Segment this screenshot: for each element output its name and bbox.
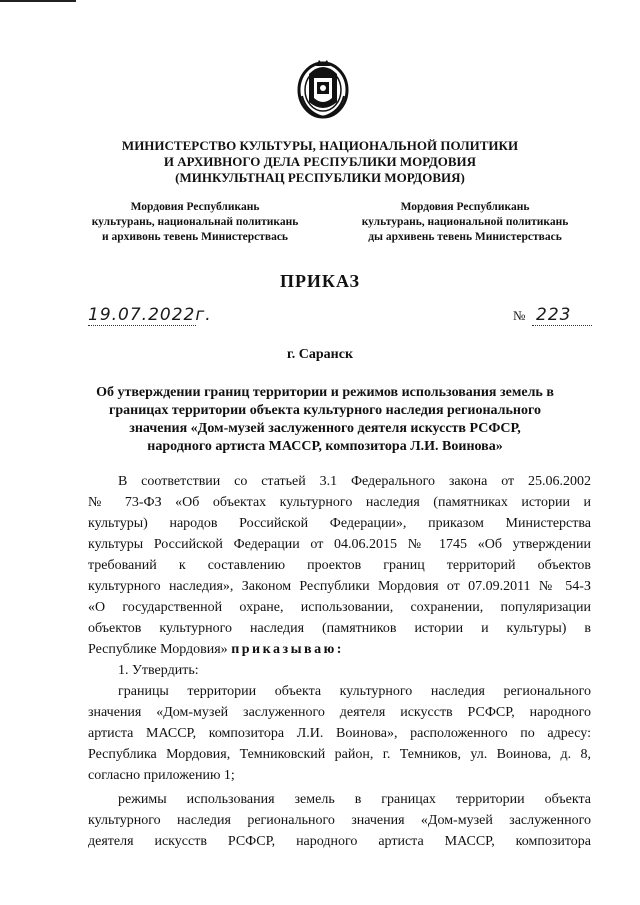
- list-item: 1. Утвердить:: [118, 663, 199, 678]
- ministry-name: [0, 138, 640, 186]
- text-line: деятеля искусств РСФСР, народного артиста МАССР, композитора: [88, 834, 591, 849]
- ministry-line: (МИНКУЛЬТНАЦ РЕСПУБЛИКИ МОРДОВИЯ): [175, 170, 465, 185]
- subject-line: Об утверждении границ территории и режимов использования земель в: [96, 385, 554, 400]
- ministry-line: И АРХИВНОГО ДЕЛА РЕСПУБЛИКИ МОРДОВИЯ: [163, 154, 477, 169]
- ministry-line: МИНИСТЕРСТВО КУЛЬТУРЫ, НАЦИОНАЛЬНОЙ ПОЛИТИКИ: [121, 138, 519, 153]
- subject-line: границах территории объекта культурного наследия регионального: [109, 403, 541, 418]
- text-line: [88, 639, 591, 660]
- text-line: «О государственной охране, использовании, сохранении, популяризации: [88, 600, 591, 615]
- text-line: культурного наследия», Законом Республики Мордовия от 07.09.2011 № 54-З: [88, 579, 591, 594]
- moksha-line: культурань, национальнай политикань: [91, 216, 299, 228]
- erzya-line: ды архивень тевень Министерствась: [368, 231, 562, 243]
- text-line: режимы использования земель в границах территории объекта: [118, 792, 591, 807]
- order-date: [88, 305, 212, 326]
- city: г. Саранск: [286, 347, 354, 362]
- order-subject: [60, 384, 590, 456]
- erzya-line: Мордовия Республикань: [400, 201, 530, 213]
- text-line: культуры Российской Федерации от 04.06.2015 № 1745 «Об утверждении: [88, 537, 591, 552]
- order-number-value: 223: [536, 305, 572, 325]
- erzya-line: культурань, национальной политикань: [361, 216, 569, 228]
- moksha-line: и архивонь тевень Министерствась: [101, 231, 289, 243]
- moksha-ministry-name: [70, 200, 320, 245]
- moksha-line: Мордовия Республикань: [130, 201, 260, 213]
- text-line: культурного наследия регионального значения «Дом-музей заслуженного: [88, 813, 591, 828]
- text-line: требований к составлению проектов границ территорий объектов: [88, 558, 591, 573]
- text-line-part: Республике Мордовия»: [88, 642, 228, 657]
- text-line: артиста МАССР, композитора Л.И. Воинова», расположенного по адресу:: [88, 726, 591, 741]
- text-line: Республика Мордовия, Темниковский район, г. Темников, ул. Воинова, д. 8,: [88, 747, 591, 762]
- paragraph-regimes: [88, 789, 591, 852]
- text-line: границы территории объекта культурного наследия регионального: [118, 684, 591, 699]
- subject-line: значения «Дом-музей заслуженного деятеля искусств РСФСР,: [129, 421, 521, 436]
- top-edge-line: [0, 0, 76, 2]
- subject-line: народного артиста МАССР, композитора Л.И. Воинова»: [147, 439, 503, 454]
- order-date-value: 19.07.2022г.: [88, 305, 212, 325]
- text-line: № 73-ФЗ «Об объектах культурного наследия (памятниках истории и: [88, 495, 591, 510]
- paragraph-preamble: [88, 471, 591, 681]
- text-line: культуры) народов Российской Федерации», приказом Министерства: [88, 516, 591, 531]
- text-line: значения «Дом-музей заслуженного деятеля искусств РСФСР, народного: [88, 705, 591, 720]
- paragraph-boundaries: [88, 681, 591, 786]
- order-number: [532, 305, 592, 326]
- order-number-label: №: [513, 308, 526, 323]
- command-word: приказываю:: [231, 642, 344, 657]
- text-line: объектов культурного наследия (памятников истории и культуры) в: [88, 621, 591, 636]
- text-line: В соответствии со статьей 3.1 Федерального закона от 25.06.2002: [118, 474, 591, 489]
- document-title: ПРИКАЗ: [279, 271, 361, 291]
- text-line: согласно приложению 1;: [88, 768, 235, 783]
- coat-of-arms-icon: [296, 56, 350, 120]
- erzya-ministry-name: [340, 200, 590, 245]
